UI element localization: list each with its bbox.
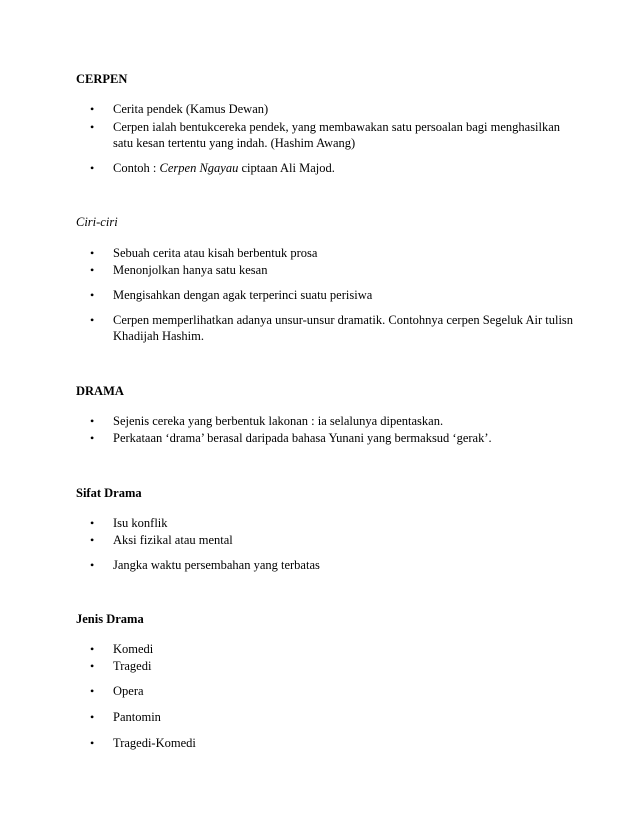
- bullet-icon: •: [90, 161, 95, 175]
- list-item-text: Mengisahkan dengan agak terperinci suatu perisiwa: [113, 288, 373, 302]
- list-item-text: Komedi: [113, 642, 154, 656]
- list-item: [90, 641, 580, 657]
- list-item-text: Jangka waktu persembahan yang terbatas: [113, 558, 320, 572]
- bullet-icon: •: [90, 533, 95, 547]
- bullet-icon: •: [90, 558, 95, 572]
- bullet-icon: •: [90, 246, 95, 260]
- list-item-text: [113, 160, 580, 176]
- bullet-icon: •: [90, 313, 95, 327]
- list-item-text: Opera: [113, 684, 144, 698]
- list-item: [90, 287, 580, 303]
- list-item: [90, 101, 580, 117]
- bullet-icon: •: [90, 102, 95, 116]
- bullet-icon: •: [90, 710, 95, 724]
- contoh-title: Cerpen Ngayau: [159, 161, 239, 175]
- list-item-text: Sebuah cerita atau kisah berbentuk prosa: [113, 246, 318, 260]
- bullet-icon: •: [90, 120, 95, 134]
- list-item: [90, 262, 580, 278]
- list-item: [90, 119, 580, 151]
- list-item-text: Perkataan ‘drama’ berasal daripada bahasa Yunani yang bermaksud ‘gerak’.: [113, 431, 492, 445]
- list-item: [90, 430, 580, 446]
- bullet-icon: •: [90, 263, 95, 277]
- bullet-icon: •: [90, 736, 95, 750]
- list-item: [90, 413, 580, 429]
- list-item: [90, 709, 580, 725]
- list-item: [90, 312, 580, 344]
- list-item-text: Cerpen memperlihatkan adanya unsur-unsur dramatik. Contohnya cerpen Segeluk Air tulisn Khadijah Hashim.: [113, 313, 574, 343]
- list-item-text: Cerita pendek (Kamus Dewan): [113, 102, 269, 116]
- list-item: [90, 735, 580, 751]
- bullet-icon: •: [90, 659, 95, 673]
- list-item-text: Sejenis cereka yang berbentuk lakonan : ia selalunya dipentaskan.: [113, 414, 444, 428]
- list-item: [90, 557, 580, 573]
- list-item-text: Menonjolkan hanya satu kesan: [113, 263, 268, 277]
- list-item: [90, 658, 580, 674]
- list-item-text: Pantomin: [113, 710, 161, 724]
- section-heading-sifat-drama: Sifat Drama: [76, 486, 142, 500]
- section-heading-drama: DRAMA: [76, 384, 124, 398]
- list-item-text: Cerpen ialah bentukcereka pendek, yang membawakan satu persoalan bagi menghasilkan satu kesan tertentu yang indah. (Hashim Awang): [113, 120, 561, 150]
- bullet-icon: •: [90, 288, 95, 302]
- bullet-icon: •: [90, 516, 95, 530]
- section-heading-cerpen: CERPEN: [76, 72, 128, 86]
- contoh-suffix: ciptaan Ali Majod.: [238, 161, 335, 175]
- list-item-text: Isu konflik: [113, 516, 168, 530]
- list-item-text: Tragedi-Komedi: [113, 736, 196, 750]
- bullet-icon: •: [90, 414, 95, 428]
- list-item: [90, 160, 580, 176]
- list-item: [90, 532, 580, 548]
- list-item-text: Aksi fizikal atau mental: [113, 533, 233, 547]
- list-item: [90, 683, 580, 699]
- section-heading-ciri-ciri: Ciri-ciri: [76, 215, 118, 229]
- list-item: [90, 245, 580, 261]
- section-heading-jenis-drama: Jenis Drama: [76, 612, 144, 626]
- bullet-icon: •: [90, 642, 95, 656]
- contoh-prefix: Contoh :: [113, 161, 160, 175]
- list-item-text: Tragedi: [113, 659, 152, 673]
- bullet-icon: •: [90, 684, 95, 698]
- bullet-icon: •: [90, 431, 95, 445]
- list-item: [90, 515, 580, 531]
